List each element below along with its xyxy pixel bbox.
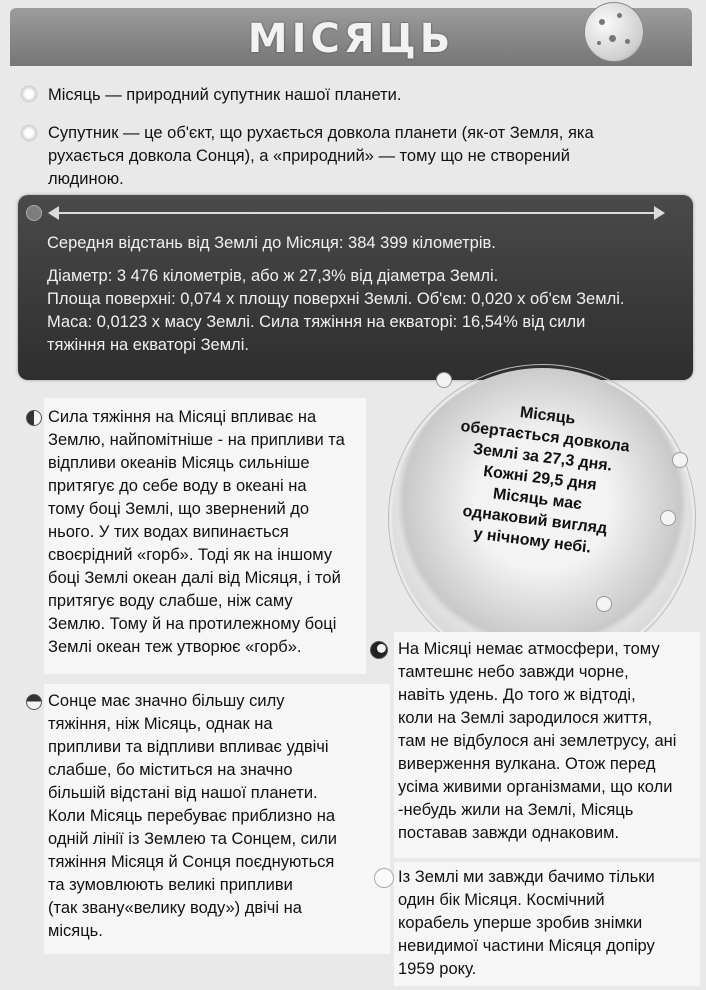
moon-phase-icon	[436, 372, 452, 388]
distance-arrow	[56, 212, 656, 214]
moon-phase-icon	[660, 510, 676, 526]
intro-item-2: Супутник — це об'єкт, що рухається довкола планети (як-от Земля, яка рухається довкола Сонця), а «природний» — тому що не створений людиною.	[48, 124, 594, 188]
atmosphere-text: На Місяці немає атмосфери, тому тамтешнє небо завжди чорне, навіть удень. До того ж відтоді, коли на Землі зародилося життя, там не відбулося ані землетрусу, ані виверження вулкана. Отож перед усіма живими організмами, що коли -небудь жили на Землі, Місяць поставав завжди однаковим.	[398, 640, 677, 842]
crater-icon	[609, 35, 616, 42]
distance-fact: Середня відстань від Землі до Місяця: 384 399 кілометрів.	[47, 234, 496, 252]
crater-icon	[597, 41, 601, 45]
crater-icon	[625, 39, 630, 44]
moon-icon	[584, 2, 644, 62]
moon-phase-icon	[672, 452, 688, 468]
orbit-caption: Місяць обертається довкола Землі за 27,3 дня. Кожні 29,5 дня Місяць має однаковий вигляд у нічному небі.	[459, 404, 631, 557]
sun-bullet-icon	[20, 124, 38, 142]
sun-bullet-icon	[20, 85, 38, 103]
half-moon-icon	[26, 410, 42, 426]
dimension-facts: Діаметр: 3 476 кілометрів, або ж 27,3% від діаметра Землі. Площа поверхні: 0,074 x площу поверхні Землі. Об'єм: 0,020 x об'єм Землі. Маса: 0,0123 x масу Землі. Сила тяжіння на екваторі: 16,54% від сили тяжіння на екваторі Землі.	[47, 267, 625, 354]
earth-icon	[26, 205, 42, 221]
page-title: МІСЯЦЬ	[247, 16, 455, 62]
intro-item-1: Місяць — природний супутник нашої планети.	[48, 86, 402, 104]
farside-text: Із Землі ми завжди бачимо тільки один бік Місяця. Космічний корабель уперше зробив знімки невидимої частини Місяця допіру 1959 року.	[398, 868, 655, 978]
arrow-right-icon	[654, 206, 665, 220]
crater-icon	[617, 13, 622, 18]
arrow-left-icon	[48, 206, 59, 220]
tides-text: Сила тяжіння на Місяці впливає на Землю, найпомітніше - на припливи та відпливи океанів Місяць сильніше притягує до себе воду в океані на тому боці Землі, що звернений до нього. У тих водах випинається своєрідний «горб». Тоді як на іншому боці Землі океан далі від Місяця, і той притягує воду слабше, ніж саму Землю. Тому й на протилежному боці Землі океан теж утворює «горб».	[48, 408, 345, 656]
sun-text: Сонце має значно більшу силу тяжіння, ніж Місяць, однак на припливи та відпливи впливає удвічі слабше, бо міститься на значно більшій відстані від нашої планети. Коли Місяць перебуває приблизно на одній лінії із Землею та Сонцем, сили тяжіння Місяця й Сонця поєднуються та зумовлюють великі припливи (так звану«велику воду») двічі на місяць.	[48, 692, 337, 940]
dark-moon-icon	[370, 641, 388, 659]
crater-icon	[599, 19, 605, 25]
moon-phase-icon	[596, 596, 612, 612]
full-moon-icon	[374, 868, 394, 888]
crescent-moon-icon	[26, 694, 42, 710]
